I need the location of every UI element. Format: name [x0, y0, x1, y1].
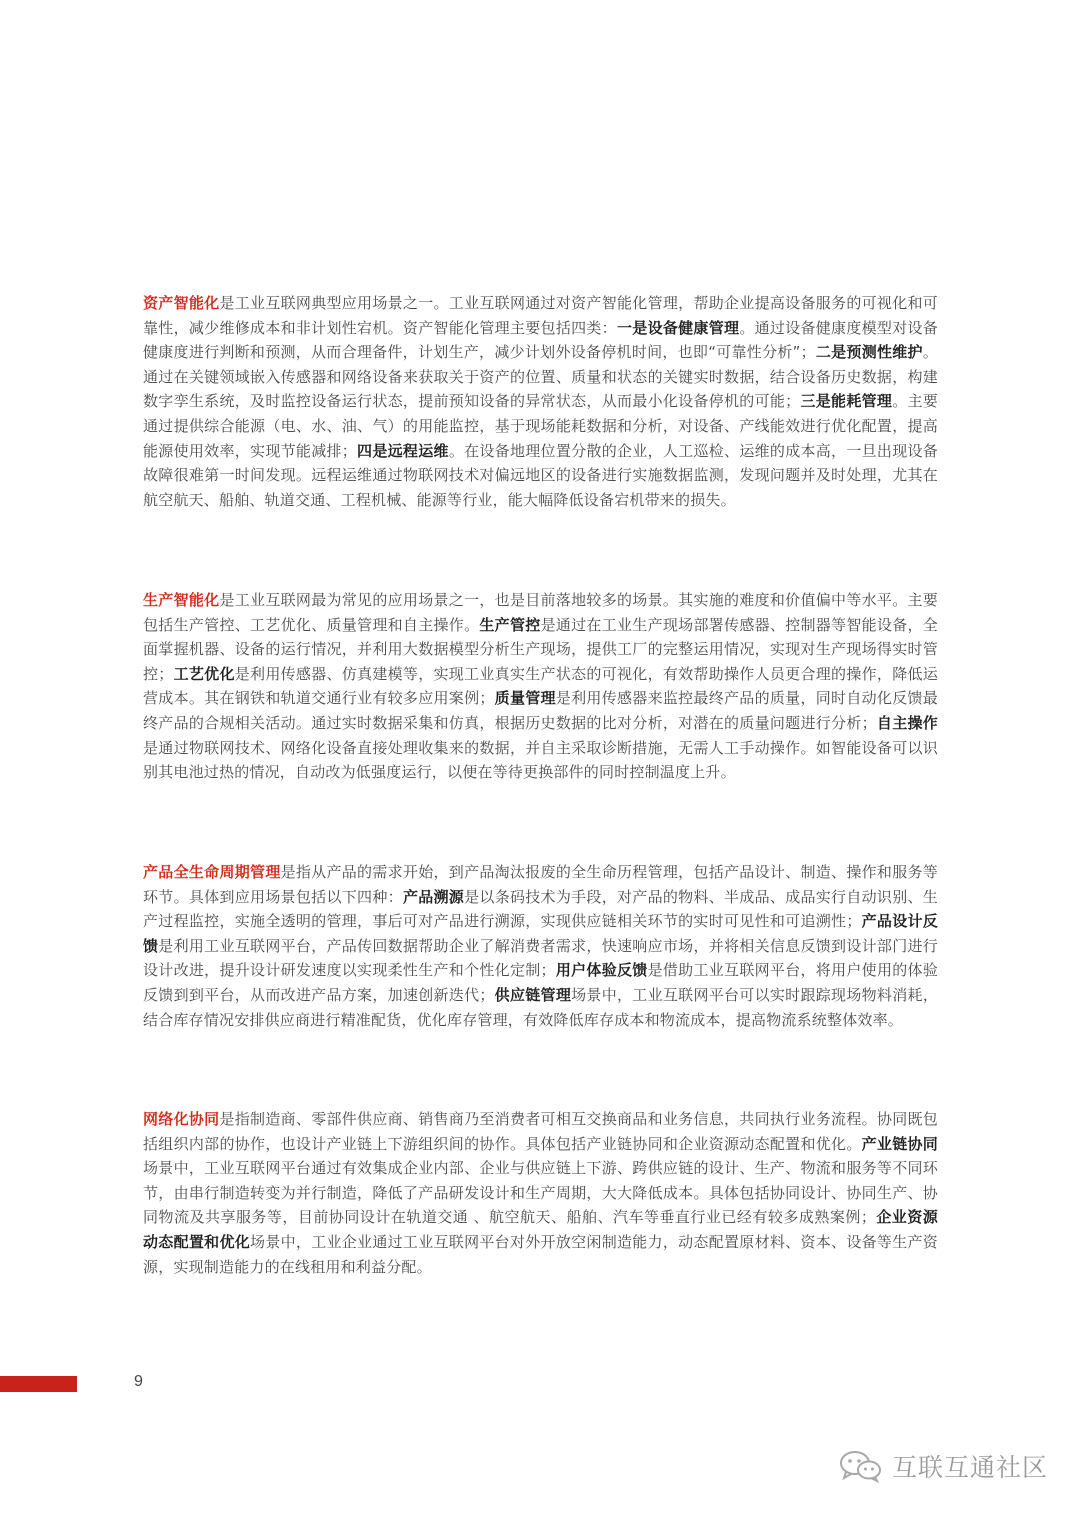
section-heading-term: 生产智能化 [143, 591, 220, 609]
bold-term: 供应链管理 [494, 985, 572, 1004]
body-text: 。在设备地理位置分散的企业，人工巡检、运维的成本高，一旦出现设备故障很难第一时间发现。远程运维通过物联网技术对偏远地区的设备进行实施数据监测，发现问题并及时处理，尤其在航空航天、船舶、轨道交通、工程机械、能源等行业，能大幅降低设备宕机带来的损失。 [143, 441, 938, 509]
body-text: 是指从产品的需求开始，到产品淘汰报废的全生命历程管理，包括产品设计、制造、操作和服务等环节。具体到应用场景包括以下四种： [143, 863, 938, 906]
bold-term: 自主操作 [876, 713, 938, 732]
bold-term: 企业资源动态配置和优化 [143, 1208, 938, 1251]
body-text: 是利用工业互联网平台，产品传回数据帮助企业了解消费者需求，快速响应市场，并将相关信息反馈到设计部门进行设计改进，提升设计研发速度以实现柔性生产和个性化定制； [143, 936, 938, 980]
body-text: 是指制造商、零部件供应商、销售商乃至消费者可相互交换商品和业务信息，共同执行业务流程。协同既包括组织内部的协作，也设计产业链上下游组织间的协作。具体包括产业链协同和企业资源动态配置和优化。 [143, 1110, 938, 1153]
bold-term: 工艺优化 [173, 664, 235, 683]
bold-term: 用户体验反馈 [555, 961, 648, 980]
bold-term: 三是能耗管理 [800, 392, 893, 411]
bold-term: 二是预测性维护 [815, 343, 923, 362]
body-text: 是通过物联网技术、网络化设备直接处理收集来的数据，并自主采取诊断措施，无需人工手动操作。如智能设备可以识别其电池过热的情况，自动改为低强度运行，以便在等待更换部件的同时控制温度上升。 [143, 738, 938, 782]
body-text: 是以条码技术为手段，对产品的物料、半成品、成品实行自动识别、生产过程监控，实施全透明的管理，事后可对产品进行溯源，实现供应链相关环节的实时可见性和可追溯性； [143, 887, 938, 931]
body-text: 是利用传感器、仿真建模等，实现工业真实生产状态的可视化，有效帮助操作人员更合理的操作，降低运营成本。其在钢铁和轨道交通行业有较多应用案例； [143, 664, 938, 708]
body-text: 。通过设备健康度模型对设备健康度进行判断和预测，从而合理备件，计划生产，减少计划外设备停机时间，也即“可靠性分析”； [143, 318, 938, 362]
paragraph-product-lifecycle [143, 860, 938, 1032]
body-text: 。通过在关键领域嵌入传感器和网络设备来获取关于资产的位置、质量和状态的关键实时数据，结合设备历史数据，构建数字孪生系统，及时监控设备运行状态，提前预知设备的异常状态，从而最小化设备停机的可能； [143, 343, 939, 411]
section-heading-term: 产品全生命周期管理 [143, 863, 281, 881]
watermark [838, 1448, 1048, 1484]
bold-term: 产业链协同 [861, 1134, 938, 1153]
body-text: 场景中，工业互联网平台可以实时跟踪现场物料消耗，结合库存情况安排供应商进行精准配货，优化库存管理，有效降低库存成本和物流成本，提高物流系统整体效率。 [143, 985, 938, 1029]
page-number: 9 [134, 1373, 143, 1390]
paragraph-network-collaboration [143, 1107, 938, 1279]
section-heading-term: 网络化协同 [143, 1110, 220, 1128]
body-text: 。主要通过提供综合能源（电、水、油、气）的用能监控，基于现场能耗数据和分析，对设备、产线能效进行优化配置，提高能源使用效率，实现节能减排； [143, 392, 938, 460]
paragraph-production-intelligence [143, 588, 938, 785]
body-text: 是工业互联网最为常见的应用场景之一，也是目前落地较多的场景。其实施的难度和价值偏中等水平。主要包括生产管控、工艺优化、质量管理和自主操作。 [143, 591, 938, 634]
body-text: 场景中，工业互联网平台通过有效集成企业内部、企业与供应链上下游、跨供应链的设计、生产、物流和服务等不同环节，由串行制造转变为并行制造，降低了产品研发设计和生产周期，大大降低成本。具体包括协同设计、协同生产、协同物流及共享服务等，目前协同设计在轨道交通 、航空航天、船舶、汽车等垂直行业已经有较多成熟案例； [143, 1159, 938, 1227]
bold-term: 质量管理 [494, 689, 556, 708]
watermark-text: 互联互通社区 [892, 1453, 1049, 1482]
body-text: 是通过在工业生产现场部署传感器、控制器等智能设备，全面掌握机器、设备的运行情况，并利用大数据模型分析生产现场，提供工厂的完整运用情况，实现对生产现场得实时管控； [143, 615, 939, 683]
bold-term: 一是设备健康管理 [616, 318, 740, 337]
page-accent-bar [0, 1376, 77, 1392]
bold-term: 四是远程运维 [356, 441, 449, 460]
body-text: 场景中，工业企业通过工业互联网平台对外开放空闲制造能力，动态配置原材料、资本、设备等生产资源，实现制造能力的在线租用和利益分配。 [143, 1232, 938, 1276]
bold-term: 产品溯源 [402, 887, 465, 906]
bold-term: 产品设计反馈 [143, 912, 938, 955]
body-text: 是利用传感器来监控最终产品的质量，同时自动化反馈最终产品的合规相关活动。通过实时数据采集和仿真，根据历史数据的比对分析，对潜在的质量问题进行分析； [143, 689, 938, 732]
bold-term: 生产管控 [479, 615, 541, 634]
body-text: 是工业互联网典型应用场景之一。工业互联网通过对资产智能化管理，帮助企业提高设备服务的可视化和可靠性，减少维修成本和非计划性宕机。资产智能化管理主要包括四类： [143, 294, 938, 337]
body-text: 是借助工业互联网平台，将用户使用的体验反馈到到平台，从而改进产品方案，加速创新迭代； [143, 961, 939, 1004]
section-heading-term: 资产智能化 [143, 294, 220, 312]
wechat-icon [838, 1449, 884, 1483]
paragraph-asset-intelligence [143, 291, 938, 512]
